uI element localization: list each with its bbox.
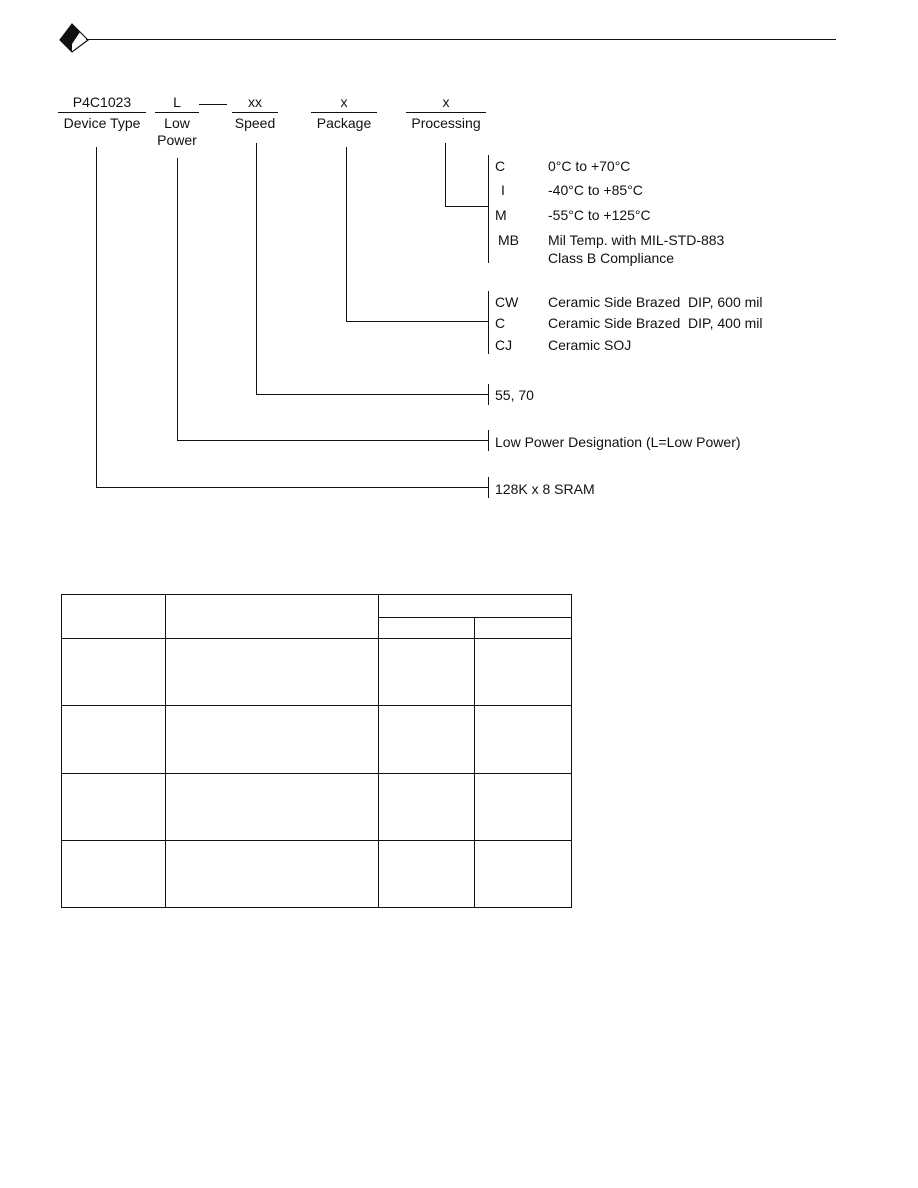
table-row — [62, 840, 572, 907]
field-separator-dash — [199, 104, 227, 105]
field-speed-label: Speed — [234, 115, 276, 131]
table-cell — [475, 773, 572, 840]
table-cell — [62, 706, 166, 773]
table-cell — [379, 706, 475, 773]
field-package-rule — [311, 112, 377, 113]
bracket-processing — [488, 155, 489, 263]
empty-table — [61, 594, 572, 908]
processing-desc-c: 0°C to +70°C — [548, 158, 631, 174]
table-cell — [379, 840, 475, 907]
field-low-power-rule — [155, 112, 199, 113]
package-code-cw: CW — [495, 294, 519, 310]
field-package-label: Package — [316, 115, 372, 131]
package-code-c: C — [495, 315, 506, 331]
leader-device-across — [96, 487, 489, 488]
field-speed-rule — [232, 112, 278, 113]
bracket-device — [488, 477, 489, 498]
field-processing — [406, 94, 486, 132]
field-low-power-label: Low — [164, 115, 190, 131]
table-header-row — [62, 595, 572, 618]
table-cell — [166, 773, 379, 840]
processing-desc-mb: Mil Temp. with MIL-STD-883 — [548, 232, 725, 248]
leader-low-power-across — [177, 440, 489, 441]
field-processing-value: x — [442, 94, 450, 110]
field-device-type-value: P4C1023 — [72, 94, 132, 110]
table-header-cell — [379, 595, 572, 618]
package-desc-cw: Ceramic Side Brazed DIP, 600 mil — [548, 294, 763, 310]
table-cell — [166, 639, 379, 706]
processing-code-mb: MB — [498, 232, 519, 248]
field-device-type-rule — [58, 112, 146, 113]
leader-package-down — [346, 147, 347, 322]
table-header-cell — [379, 618, 475, 639]
table-header-cell — [166, 595, 379, 639]
diamond-logo-icon — [58, 22, 94, 54]
table-cell — [475, 639, 572, 706]
field-low-power-value: L — [173, 94, 181, 110]
field-package — [311, 94, 377, 132]
header-rule — [86, 39, 836, 40]
table-cell — [379, 773, 475, 840]
speed-options: 55, 70 — [495, 387, 534, 403]
table-cell — [166, 840, 379, 907]
table-cell — [62, 840, 166, 907]
field-low-power-label-2: Power — [157, 132, 197, 148]
bracket-low-power — [488, 430, 489, 451]
low-power-description: Low Power Designation (L=Low Power) — [495, 434, 741, 450]
bracket-package — [488, 291, 489, 354]
field-low-power — [155, 94, 199, 149]
processing-code-m: M — [495, 207, 507, 223]
table-header-cell — [62, 595, 166, 639]
table-cell — [62, 773, 166, 840]
package-desc-c: Ceramic Side Brazed DIP, 400 mil — [548, 315, 763, 331]
table-cell — [62, 639, 166, 706]
field-speed-value: xx — [248, 94, 262, 110]
leader-device-down — [96, 147, 97, 488]
processing-code-i: I — [501, 182, 505, 198]
package-code-cj: CJ — [495, 337, 513, 353]
processing-desc-mb-2: Class B Compliance — [548, 250, 675, 266]
table-cell — [475, 840, 572, 907]
table-cell — [379, 639, 475, 706]
field-device-type — [58, 94, 146, 132]
leader-processing-down — [445, 143, 446, 207]
table-cell — [475, 706, 572, 773]
table-row — [62, 706, 572, 773]
table-header-cell — [475, 618, 572, 639]
table-row — [62, 773, 572, 840]
leader-speed-across — [256, 394, 489, 395]
table-cell — [166, 706, 379, 773]
bracket-speed — [488, 384, 489, 405]
processing-desc-i: -40°C to +85°C — [548, 182, 643, 198]
processing-desc-m: -55°C to +125°C — [548, 207, 651, 223]
leader-package-across — [346, 321, 489, 322]
field-speed — [232, 94, 278, 132]
field-processing-label: Processing — [411, 115, 481, 131]
package-desc-cj: Ceramic SOJ — [548, 337, 632, 353]
field-processing-rule — [406, 112, 486, 113]
leader-low-power-down — [177, 158, 178, 441]
field-package-value: x — [340, 94, 348, 110]
table-row — [62, 639, 572, 706]
field-device-type-label: Device Type — [63, 115, 141, 131]
processing-code-c: C — [495, 158, 506, 174]
leader-speed-down — [256, 143, 257, 395]
leader-processing-across — [445, 206, 489, 207]
device-description: 128K x 8 SRAM — [495, 481, 595, 497]
